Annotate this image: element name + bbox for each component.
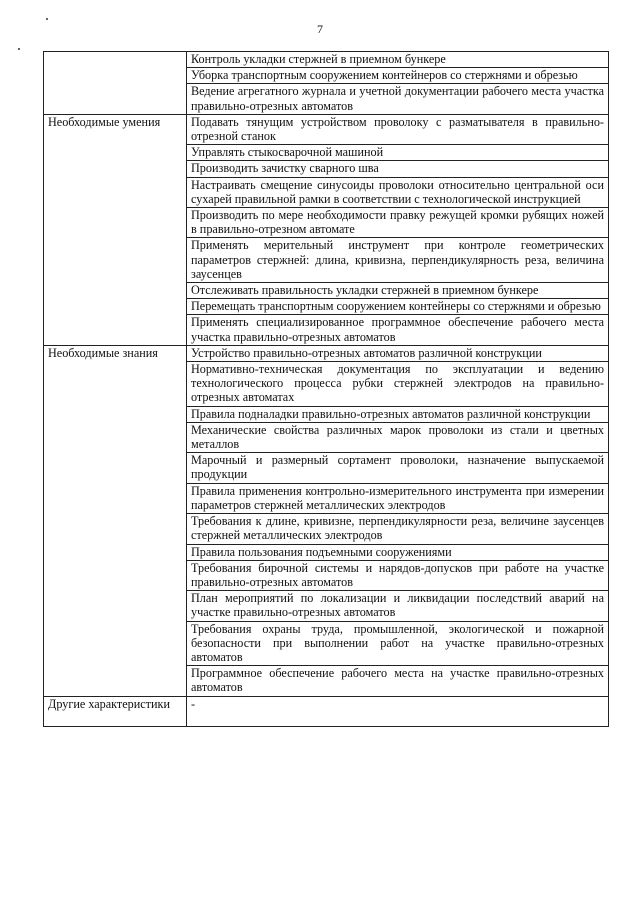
page-number: 7 xyxy=(317,22,323,36)
requirement-item: Нормативно-техническая документация по эксплуатации и ведению технологического процесса рубки стержней электродов на правильно-отрезных автоматах xyxy=(187,362,609,407)
requirement-item: Требования бирочной системы и нарядов-допусков при работе на участке правильно-отрезных автоматов xyxy=(187,560,609,590)
requirement-item: Программное обеспечение рабочего места на участке правильно-отрезных автоматов xyxy=(187,666,609,696)
requirement-item: Правила пользования подъемными сооружениями xyxy=(187,544,609,560)
requirement-item: Применять мерительный инструмент при контроле геометрических параметров стержней: длина, кривизна, перпендикулярность реза, величина заусенцев xyxy=(187,238,609,283)
requirement-item: Контроль укладки стержней в приемном бункере xyxy=(187,52,609,68)
requirement-item: Ведение агрегатного журнала и учетной документации рабочего места участка правильно-отрезных автоматов xyxy=(187,84,609,114)
requirement-item: Управлять стыкосварочной машиной xyxy=(187,145,609,161)
table-row xyxy=(44,52,609,68)
table-row xyxy=(44,345,609,361)
table-row xyxy=(44,114,609,144)
requirement-item: Устройство правильно-отрезных автоматов различной конструкции xyxy=(187,345,609,361)
requirement-item: Настраивать смещение синусоиды проволоки относительно центральной оси сухарей правильной рамки в соответствии с технологической инструкцией xyxy=(187,177,609,207)
section-label: Необходимые знания xyxy=(44,345,187,696)
requirement-item: Правила применения контрольно-измерительного инструмента при измерении параметров стержней металлических электродов xyxy=(187,483,609,513)
scan-speck xyxy=(46,18,48,20)
requirement-item: Применять специализированное программное обеспечение рабочего места участка правильно-отрезных автоматов xyxy=(187,315,609,345)
table-row xyxy=(44,696,609,726)
requirement-item: Правила подналадки правильно-отрезных автоматов различной конструкции xyxy=(187,406,609,422)
requirement-item: Перемещать транспортным сооружением контейнеры со стержнями и обрезью xyxy=(187,299,609,315)
section-label: Необходимые умения xyxy=(44,114,187,345)
scan-speck xyxy=(18,48,20,50)
section-label: Другие характеристики xyxy=(44,696,187,726)
requirement-item: Требования охраны труда, промышленной, экологической и пожарной безопасности при выполнении работ на участке правильно-отрезных автоматов xyxy=(187,621,609,666)
requirement-item: Производить зачистку сварного шва xyxy=(187,161,609,177)
requirement-item: Производить по мере необходимости правку режущей кромки рубящих ножей в правильно-отрезном автомате xyxy=(187,208,609,238)
skills-table xyxy=(43,51,609,727)
requirement-item: Механические свойства различных марок проволоки из стали и цветных металлов xyxy=(187,422,609,452)
requirement-item: Подавать тянущим устройством проволоку с разматывателя в правильно-отрезной станок xyxy=(187,114,609,144)
requirement-item: Марочный и размерный сортамент проволоки, назначение выпускаемой продукции xyxy=(187,453,609,483)
requirement-item: Требования к длине, кривизне, перпендикулярности реза, величине заусенцев стержней металлических электродов xyxy=(187,514,609,544)
requirement-item: План мероприятий по локализации и ликвидации последствий аварий на участке правильно-отрезных автоматов xyxy=(187,591,609,621)
requirement-item: Уборка транспортным сооружением контейнеров со стержнями и обрезью xyxy=(187,68,609,84)
requirement-item: Отслеживать правильность укладки стержней в приемном бункере xyxy=(187,283,609,299)
requirement-item: - xyxy=(187,696,609,726)
section-label xyxy=(44,52,187,115)
